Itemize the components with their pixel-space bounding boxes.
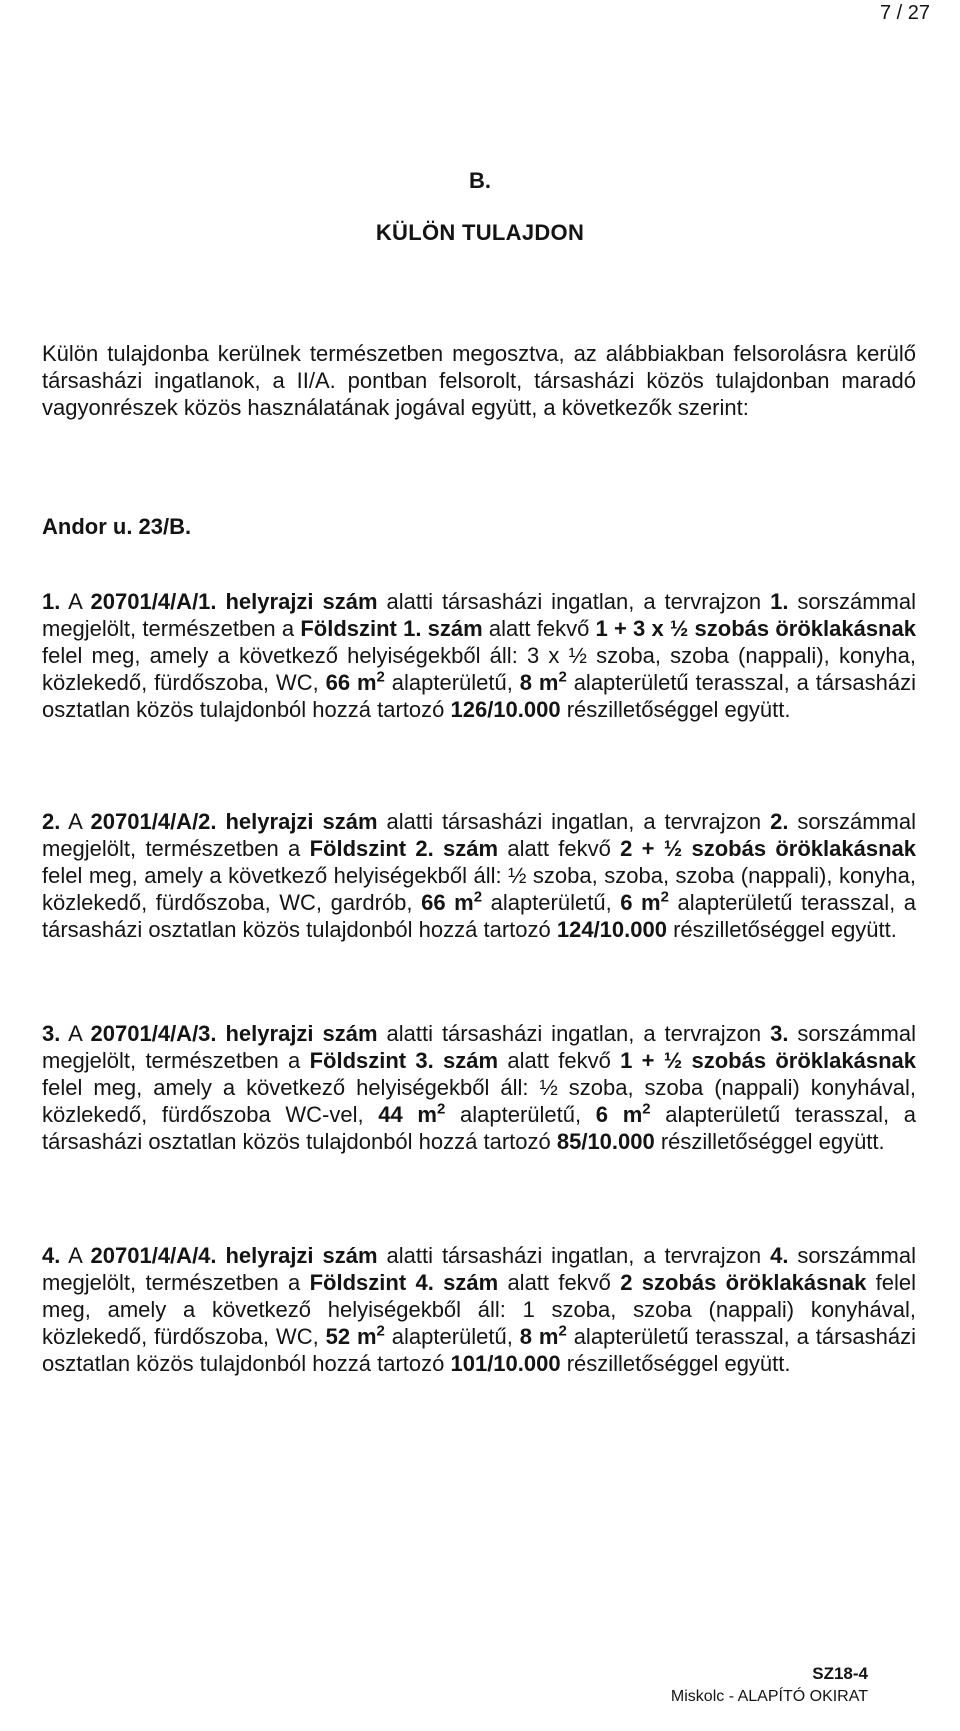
floor-location: Földszint 4. szám xyxy=(309,1270,499,1295)
flat-type: 2 + ½ szobás öröklakásnak xyxy=(620,836,916,861)
parcel-number: 20701/4/A/4. helyrajzi szám xyxy=(90,1243,378,1268)
footer-document-code: SZ18-4 xyxy=(812,1664,868,1683)
item-number: 3. xyxy=(42,1021,61,1046)
plan-number: 2. xyxy=(770,809,789,834)
address-heading: Andor u. 23/B. xyxy=(42,514,192,539)
floor-location: Földszint 1. szám xyxy=(300,616,483,641)
unit-item-4: 4. A 20701/4/A/4. helyrajzi szám alatti társasházi ingatlan, a tervrajzon 4. sorszámmal megjelölt, természetben a Földszint 4. szám alatt fekvő 2 szobás öröklakásnak felel meg, amely a következő helyiségekből áll: 1 szoba, szoba (nappali) konyhával, közlekedő, fürdőszoba, WC, 52 $m^2$ alapterületű, 8 $m^2$ alapterületű terasszal, a társasházi osztatlan közös tulajdonból hozzá tartozó 101/10.000 részilletőséggel együtt. xyxy=(42,1243,916,1376)
terrace-area: 6 $m^2$ xyxy=(620,888,669,915)
plan-number: 4. xyxy=(770,1243,789,1268)
item-number: 2. xyxy=(42,809,61,834)
parcel-number: 20701/4/A/3. helyrajzi szám xyxy=(90,1021,378,1046)
item-number: 4. xyxy=(42,1243,61,1268)
flat-type: 1 + 3 x ½ szobás öröklakásnak xyxy=(595,616,916,641)
ownership-share: 126/10.000 xyxy=(450,697,561,722)
plan-number: 1. xyxy=(770,589,789,614)
parcel-number: 20701/4/A/1. helyrajzi szám xyxy=(90,589,378,614)
section-title: KÜLÖN TULAJDON xyxy=(375,220,585,245)
intro-paragraph: Külön tulajdonba kerülnek természetben megosztva, az alábbiakban felsorolásra kerülő társasházi ingatlanok, a II/A. pontban felsorolt, társasházi közös tulajdonban maradó vagyonrészek közös használatának jogával együtt, a következők szerint: xyxy=(42,341,916,420)
unit-item-1: 1. A 20701/4/A/1. helyrajzi szám alatti társasházi ingatlan, a tervrajzon 1. sorszámmal megjelölt, természetben a Földszint 1. szám alatt fekvő 1 + 3 x ½ szobás öröklakásnak felel meg, amely a következő helyiségekből áll: 3 x ½ szoba, szoba (nappali), konyha, közlekedő, fürdőszoba, WC, 66 $m^2$ alapterületű, 8 $m^2$ alapterületű terasszal, a társasházi osztatlan közös tulajdonból hozzá tartozó 126/10.000 részilletőséggel együtt. xyxy=(42,589,916,722)
floor-area: 52 $m^2$ xyxy=(325,1322,385,1349)
terrace-area: 6 $m^2$ xyxy=(595,1100,651,1127)
parcel-number: 20701/4/A/2. helyrajzi szám xyxy=(90,809,378,834)
unit-item-2: 2. A 20701/4/A/2. helyrajzi szám alatti társasházi ingatlan, a tervrajzon 2. sorszámmal megjelölt, természetben a Földszint 2. szám alatt fekvő 2 + ½ szobás öröklakásnak felel meg, amely a következő helyiségekből áll: ½ szoba, szoba, szoba (nappali), konyha, közlekedő, fürdőszoba, WC, gardrób, 66 $m^2$ alapterületű, 6 $m^2$ alapterületű terasszal, a társasházi osztatlan közös tulajdonból hozzá tartozó 124/10.000 részilletőséggel együtt. xyxy=(42,809,916,942)
ownership-share: 101/10.000 xyxy=(450,1351,561,1376)
footer-document-title: Miskolc - ALAPÍTÓ OKIRAT xyxy=(670,1688,868,1705)
ownership-share: 124/10.000 xyxy=(556,917,667,942)
flat-type: 2 szobás öröklakásnak xyxy=(620,1270,867,1295)
flat-type: 1 + ½ szobás öröklakásnak xyxy=(620,1048,916,1073)
page-number: 7 / 27 xyxy=(879,2,930,24)
floor-location: Földszint 2. szám xyxy=(309,836,499,861)
floor-location: Földszint 3. szám xyxy=(309,1048,499,1073)
unit-item-3: 3. A 20701/4/A/3. helyrajzi szám alatti társasházi ingatlan, a tervrajzon 3. sorszámmal megjelölt, természetben a Földszint 3. szám alatt fekvő 1 + ½ szobás öröklakásnak felel meg, amely a következő helyiségekből áll: ½ szoba, szoba (nappali) konyhával, közlekedő, fürdőszoba WC-vel, 44 $m^2$ alapterületű, 6 $m^2$ alapterületű terasszal, a társasházi osztatlan közös tulajdonból hozzá tartozó 85/10.000 részilletőséggel együtt. xyxy=(42,1021,917,1154)
floor-area: 66 $m^2$ xyxy=(421,888,483,915)
terrace-area: 8 $m^2$ xyxy=(519,668,567,695)
floor-area: 66 $m^2$ xyxy=(325,668,385,695)
floor-area: 44 $m^2$ xyxy=(378,1100,446,1127)
terrace-area: 8 $m^2$ xyxy=(519,1322,567,1349)
plan-number: 3. xyxy=(770,1021,789,1046)
ownership-share: 85/10.000 xyxy=(556,1129,655,1154)
section-letter: B. xyxy=(469,168,491,193)
item-number: 1. xyxy=(42,589,61,614)
